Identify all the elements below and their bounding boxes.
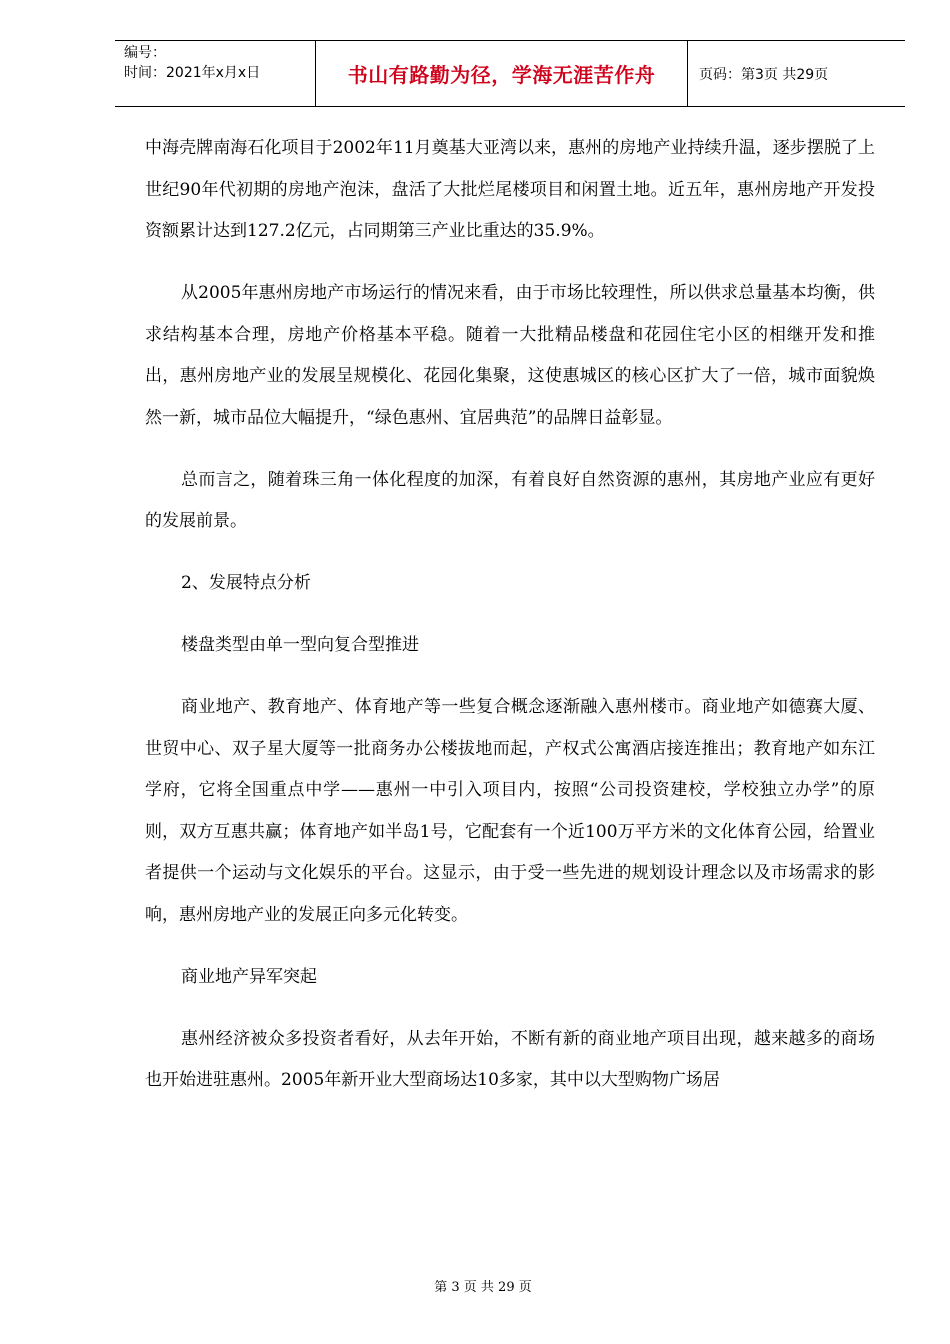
document-time-label: 时间：2021年x月x日 [124,65,261,81]
section-heading: 2、发展特点分析 [181,573,311,593]
subsection-heading: 商业地产异军突起 [181,966,317,987]
subsection-heading: 楼盘类型由单一型向复合型推进 [181,635,419,655]
page-header [115,40,905,107]
document-body [145,128,875,1122]
header-meta [115,41,315,106]
document-number-label: 编号： [124,45,166,61]
paragraph: 惠州经济被众多投资者看好，从去年开始，不断有新的商业地产项目出现，越来越多的商场也开始进驻惠州。2005年新开业大型商场达10多家，其中以大型购物广场居 [145,1028,875,1090]
header-page-number: 页码：第3页 共29页 [699,66,829,83]
paragraph: 从2005年惠州房地产市场运行的情况来看，由于市场比较理性，所以供求总量基本均衡，供求结构基本合理，房地产价格基本平稳。随着一大批精品楼盘和花园住宅小区的相继开发和推出，惠州房地产业的发展呈规模化、花园化集聚，这使惠城区的核心区扩大了一倍，城市面貌焕然一新，城市品位大幅提升，“绿色惠州、宜居典范”的品牌日益彰显。 [145,283,875,428]
paragraph: 中海壳牌南海石化项目于2002年11月奠基大亚湾以来，惠州的房地产业持续升温，逐步摆脱了上世纪90年代初期的房地产泡沫，盘活了大批烂尾楼项目和闲置土地。近五年，惠州房地产开发投资额累计达到127.2亿元，占同期第三产业比重达的35.9%。 [145,138,875,241]
paragraph: 总而言之，随着珠三角一体化程度的加深，有着良好自然资源的惠州，其房地产业应有更好的发展前景。 [145,469,875,531]
page-footer: 第 3 页 共 29 页 [434,1280,532,1295]
header-motto: 书山有路勤为径，学海无涯苦作舟 [315,41,688,106]
paragraph: 商业地产、教育地产、体育地产等一些复合概念逐渐融入惠州楼市。商业地产如德赛大厦、世贸中心、双子星大厦等一批商务办公楼拔地而起，产权式公寓酒店接连推出；教育地产如东江学府，它将全国重点中学——惠州一中引入项目内，按照“公司投资建校，学校独立办学”的原则，双方互惠共赢；体育地产如半岛1号，它配套有一个近100万平方米的文化体育公园，给置业者提供一个运动与文化娱乐的平台。这显示，由于受一些先进的规划设计理念以及市场需求的影响，惠州房地产业的发展正向多元化转变。 [145,697,875,925]
